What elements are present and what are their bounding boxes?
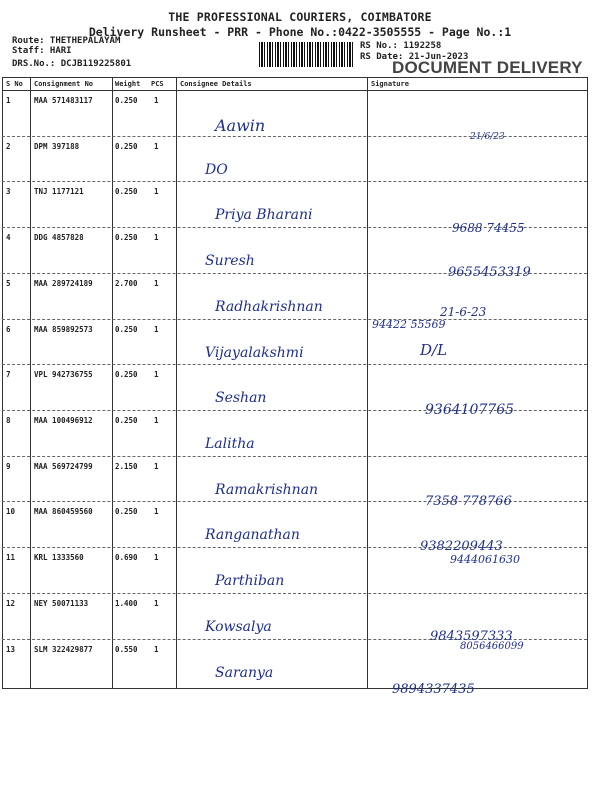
weight-value: 0.250	[115, 416, 138, 425]
serial-number: 10	[6, 507, 16, 516]
handwritten-phone: 94422 55569	[372, 318, 446, 331]
rs-number: RS No.: 1192258	[360, 41, 442, 51]
pcs-value: 1	[154, 462, 159, 471]
row-divider	[2, 364, 587, 365]
consignment-number: MAA 860459560	[34, 507, 93, 516]
row-divider	[2, 319, 587, 320]
serial-number: 11	[6, 553, 16, 562]
weight-value: 0.250	[115, 507, 138, 516]
serial-number: 6	[6, 325, 11, 334]
weight-value: 0.250	[115, 96, 138, 105]
pcs-value: 1	[154, 370, 159, 379]
serial-number: 2	[6, 142, 11, 151]
pcs-value: 1	[154, 233, 159, 242]
weight-value: 2.150	[115, 462, 138, 471]
consignee-name: Saranya	[215, 665, 274, 681]
signature-text: 9364107765	[425, 402, 515, 418]
weight-value: 0.690	[115, 553, 138, 562]
weight-value: 2.700	[115, 279, 138, 288]
consignment-number: KRL 1333560	[34, 553, 84, 562]
runsheet-title: Delivery Runsheet - PRR - Phone No.:0422-3505555 - Page No.:1	[88, 25, 512, 39]
consignment-number: MAA 569724799	[34, 462, 93, 471]
signature-text: 7358 778766	[425, 494, 512, 509]
weight-value: 0.250	[115, 325, 138, 334]
company-name: THE PROFESSIONAL COURIERS, COIMBATORE	[168, 10, 432, 24]
consignment-number: TNJ 1177121	[34, 187, 84, 196]
serial-number: 13	[6, 645, 16, 654]
consignee-name: Ranganathan	[205, 527, 300, 543]
consignee-name: Priya Bharani	[215, 207, 313, 223]
col-sno: S No	[6, 80, 23, 88]
handwritten-phone: 9894337435	[392, 682, 475, 697]
serial-number: 4	[6, 233, 11, 242]
consignee-name: Kowsalya	[205, 619, 272, 635]
pcs-value: 1	[154, 96, 159, 105]
consignment-number: MAA 289724189	[34, 279, 93, 288]
weight-value: 0.250	[115, 142, 138, 151]
signature-text: 9843597333	[430, 629, 513, 644]
consignee-name: Lalitha	[205, 436, 255, 452]
serial-number: 12	[6, 599, 16, 608]
consignment-number: MAA 859892573	[34, 325, 93, 334]
col-weight: Weight	[115, 80, 141, 88]
col-consignment: Consignment No	[34, 80, 94, 88]
document-type: DOCUMENT DELIVERY	[392, 58, 583, 77]
consignment-number: DPM 397188	[34, 142, 80, 151]
col-consignee: Consignee Details	[180, 80, 252, 88]
barcode	[259, 42, 355, 67]
serial-number: 5	[6, 279, 11, 288]
drs-number: DRS.No.: DCJB119225801	[12, 59, 132, 69]
serial-number: 1	[6, 96, 11, 105]
signature-text: 8056466099	[460, 641, 524, 652]
signature-text: 21/6/23	[470, 132, 505, 142]
consignee-name: Vijayalakshmi	[205, 345, 304, 361]
consignee-name: DO	[205, 162, 228, 178]
row-divider	[2, 593, 587, 594]
pcs-value: 1	[154, 416, 159, 425]
signature-text: 9655453319	[448, 265, 531, 280]
signature-text: 9688 74455	[452, 221, 525, 235]
pcs-value: 1	[154, 645, 159, 654]
pcs-value: 1	[154, 599, 159, 608]
consignee-name: Suresh	[205, 253, 255, 269]
signature-text: D/L	[420, 341, 448, 359]
route-label: Route: THETHEPALAYAM	[12, 36, 121, 46]
signature-text: 9444061630	[450, 553, 520, 566]
consignment-number: DDG 4857828	[34, 233, 84, 242]
serial-number: 7	[6, 370, 11, 379]
consignment-number: MAA 571483117	[34, 96, 93, 105]
row-divider	[2, 181, 587, 182]
row-divider	[2, 456, 587, 457]
pcs-value: 1	[154, 279, 159, 288]
consignment-number: VPL 942736755	[34, 370, 93, 379]
pcs-value: 1	[154, 553, 159, 562]
col-signature: Signature	[371, 80, 409, 88]
consignee-name: Ramakrishnan	[215, 482, 319, 498]
consignment-number: NEY 50071133	[34, 599, 89, 608]
weight-value: 0.250	[115, 233, 138, 242]
pcs-value: 1	[154, 325, 159, 334]
weight-value: 1.400	[115, 599, 138, 608]
rs-date: RS Date: 21-Jun-2023	[360, 52, 469, 62]
serial-number: 3	[6, 187, 11, 196]
weight-value: 0.550	[115, 645, 138, 654]
pcs-value: 1	[154, 507, 159, 516]
pcs-value: 1	[154, 187, 159, 196]
consignee-name: Parthiban	[215, 573, 285, 589]
staff-label: Staff: HARI	[12, 46, 72, 56]
serial-number: 8	[6, 416, 11, 425]
consignee-name: Aawin	[215, 116, 266, 135]
consignment-number: SLM 322429877	[34, 645, 93, 654]
col-pcs: PCS	[151, 80, 164, 88]
consignee-name: Seshan	[215, 390, 267, 406]
signature-text: 9382209443	[420, 539, 503, 554]
consignee-name: Radhakrishnan	[215, 299, 323, 315]
serial-number: 9	[6, 462, 11, 471]
signature-text: 21-6-23	[440, 305, 487, 319]
weight-value: 0.250	[115, 370, 138, 379]
consignment-number: MAA 100496912	[34, 416, 93, 425]
pcs-value: 1	[154, 142, 159, 151]
weight-value: 0.250	[115, 187, 138, 196]
